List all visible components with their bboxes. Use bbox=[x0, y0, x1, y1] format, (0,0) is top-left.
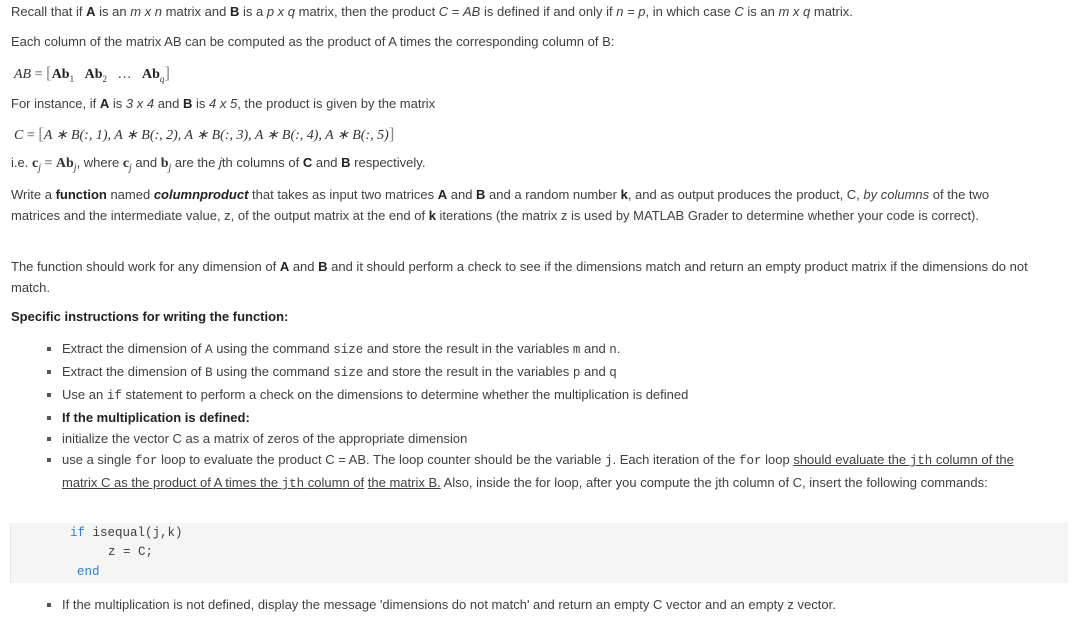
instructions-heading: Specific instructions for writing the function: bbox=[11, 309, 289, 324]
text: and bbox=[312, 155, 342, 170]
list-item bbox=[45, 384, 1030, 407]
code-line-3 bbox=[77, 565, 100, 579]
subscript: j bbox=[38, 162, 41, 174]
text: Use an bbox=[62, 387, 107, 402]
example-line bbox=[11, 96, 435, 112]
text: th columns of bbox=[221, 155, 303, 170]
text: statement to perform a check on the dimensions to determine whether the multiplication is defined bbox=[121, 387, 689, 402]
col-abq: Ab bbox=[142, 67, 160, 82]
code-size: size bbox=[333, 366, 364, 380]
subscript: 2 bbox=[102, 73, 107, 84]
list-item bbox=[45, 449, 1030, 495]
code-line-2: z = C; bbox=[108, 545, 154, 559]
col-c: c bbox=[122, 156, 130, 171]
col-ab2: Ab bbox=[84, 67, 103, 82]
col-ab1: Ab bbox=[51, 67, 70, 82]
text: , the product is given by the matrix bbox=[237, 96, 436, 111]
text: use a single bbox=[62, 452, 135, 467]
text: initialize the vector C as a matrix of zeros of the appropriate dimension bbox=[62, 431, 468, 446]
list-item bbox=[45, 338, 1030, 361]
text: and bbox=[131, 155, 161, 170]
function-name: columnproduct bbox=[153, 187, 249, 202]
matrix-a: A bbox=[99, 96, 110, 111]
text: loop to evaluate the product C = AB. The loop counter should be the variable bbox=[157, 452, 605, 467]
code-q: q bbox=[609, 366, 617, 380]
text: If the multiplication is not defined, display the message 'dimensions do not match' and return an empty C vector and an empty z vector. bbox=[62, 597, 836, 612]
matrix-b: B bbox=[476, 187, 486, 202]
underlined-code: jth bbox=[909, 454, 933, 468]
text: Also, inside the for loop, after you compute the jth column of C, insert the following commands: bbox=[440, 475, 988, 490]
code-keyword-end: end bbox=[77, 565, 100, 579]
bracket-left: [ bbox=[46, 63, 52, 82]
subscript: 1 bbox=[69, 73, 75, 84]
check-paragraph bbox=[11, 256, 1031, 298]
defined-heading: If the multiplication is defined: bbox=[62, 410, 250, 425]
code-for: for bbox=[135, 454, 158, 468]
text: matrix, then the product bbox=[295, 4, 439, 19]
text: and bbox=[154, 96, 183, 111]
text: For instance, if bbox=[11, 96, 100, 111]
text: respectively. bbox=[350, 155, 426, 170]
text: is an bbox=[95, 4, 131, 19]
text: and bbox=[289, 259, 319, 274]
matrix-b: B bbox=[229, 4, 240, 19]
eq-sign: = bbox=[23, 128, 39, 143]
text: = bbox=[448, 4, 464, 19]
ie-line bbox=[11, 155, 425, 177]
dim-pxq: p x q bbox=[266, 4, 295, 19]
list-item bbox=[45, 407, 1030, 428]
underlined-code: jth bbox=[281, 477, 305, 491]
text: that takes as input two matrices bbox=[248, 187, 438, 202]
by-columns: by columns bbox=[863, 187, 930, 202]
code-a: A bbox=[205, 343, 213, 357]
bracket-left: [ bbox=[38, 124, 44, 143]
code-m: m bbox=[572, 343, 581, 357]
text: and bbox=[580, 364, 610, 379]
text: is bbox=[109, 96, 126, 111]
text: Recall that if bbox=[11, 4, 87, 19]
col-ab: Ab bbox=[55, 156, 74, 171]
text: and a random number bbox=[485, 187, 621, 202]
text: . bbox=[616, 341, 621, 356]
code-j: j bbox=[605, 454, 613, 468]
matrix-c: C bbox=[302, 155, 313, 170]
text: of the two matrices and the intermediate value, z, of the output matrix at the end of bbox=[11, 187, 990, 223]
text: The function should work for any dimension of bbox=[11, 259, 280, 274]
text: , where bbox=[76, 155, 123, 170]
dim-mxq: m x q bbox=[778, 4, 811, 19]
text: and store the result in the variables bbox=[363, 364, 573, 379]
var-k: k bbox=[428, 208, 436, 223]
var-j: j bbox=[219, 155, 222, 170]
equation-c-example bbox=[14, 124, 394, 146]
eq-sign: = bbox=[31, 67, 47, 82]
underlined-text: the matrix B. bbox=[367, 475, 441, 490]
list-item bbox=[45, 361, 1030, 384]
var-k: k bbox=[620, 187, 628, 202]
matrix-b: B bbox=[341, 155, 351, 170]
col-b: b bbox=[160, 156, 169, 171]
var-ab: AB bbox=[463, 4, 481, 19]
code-keyword-if: if bbox=[70, 526, 86, 540]
text: and it should perform a check to see if the dimensions match and return an empty product matrix if the dimensions do not match. bbox=[11, 259, 1028, 295]
text: using the command bbox=[212, 364, 334, 379]
underlined-text: column of bbox=[304, 475, 365, 490]
text: i.e. bbox=[11, 155, 32, 170]
matrix-b: B bbox=[318, 259, 328, 274]
dim-mxn: m x n bbox=[130, 4, 163, 19]
subscript: q bbox=[159, 73, 165, 84]
column-note: Each column of the matrix AB can be computed as the product of A times the corresponding column of B: bbox=[11, 34, 615, 49]
dim-b: 4 x 5 bbox=[209, 96, 238, 111]
text: iterations (the matrix z is used by MATLAB Grader to determine whether your code is correct). bbox=[435, 208, 980, 223]
text: using the command bbox=[212, 341, 334, 356]
code-if: if bbox=[106, 389, 122, 403]
eq-lhs: C bbox=[14, 128, 24, 143]
matrix-a: A bbox=[437, 187, 448, 202]
text: is an bbox=[743, 4, 779, 19]
instruction-list bbox=[45, 338, 1030, 495]
text: matrix and bbox=[162, 4, 230, 19]
code-p: p bbox=[572, 366, 581, 380]
text: named bbox=[106, 187, 154, 202]
text: , in which case bbox=[645, 4, 735, 19]
subscript: j bbox=[129, 162, 132, 174]
subscript: j bbox=[168, 162, 172, 174]
matrix-a: A bbox=[86, 4, 96, 19]
ellipsis: … bbox=[117, 67, 132, 82]
text: is bbox=[192, 96, 210, 111]
text: Extract the dimension of bbox=[62, 364, 206, 379]
text: is a bbox=[239, 4, 267, 19]
code-for: for bbox=[738, 454, 762, 468]
text: loop bbox=[761, 452, 794, 467]
subscript: j bbox=[73, 162, 77, 174]
code-block bbox=[10, 523, 1068, 583]
text: Extract the dimension of bbox=[62, 341, 206, 356]
text: Write a bbox=[11, 187, 56, 202]
text: . Each iteration of the bbox=[612, 452, 739, 467]
text: , and as output produces the product, C, bbox=[627, 187, 864, 202]
cond-n-p: n = p bbox=[616, 4, 646, 19]
code-b: B bbox=[205, 366, 213, 380]
list-item bbox=[45, 428, 1030, 449]
text: and bbox=[447, 187, 477, 202]
keyword-function: function bbox=[55, 187, 107, 202]
underlined-text: column of the matrix C as the product of A times the bbox=[62, 452, 1014, 490]
intro-line bbox=[11, 4, 853, 20]
text: are the bbox=[171, 155, 220, 170]
equation-ab-columns bbox=[14, 63, 170, 89]
eq-body: A ∗ B(:, 1), A ∗ B(:, 2), A ∗ B(:, 3), A ∗ B(:, 4), A ∗ B(:, 5) bbox=[43, 128, 389, 143]
dim-a: 3 x 4 bbox=[125, 96, 155, 111]
bracket-right: ] bbox=[388, 124, 395, 143]
text: and store the result in the variables bbox=[363, 341, 573, 356]
code-line-1 bbox=[70, 526, 183, 540]
task-paragraph bbox=[11, 184, 1031, 226]
var-c: C bbox=[438, 4, 449, 19]
var-c: C bbox=[734, 4, 744, 19]
code-size: size bbox=[333, 343, 364, 357]
eq-lhs: AB bbox=[14, 67, 32, 82]
matrix-b: B bbox=[183, 96, 193, 111]
bracket-right: ] bbox=[164, 63, 171, 82]
last-list-item bbox=[45, 596, 836, 614]
code-condition: isequal(j,k) bbox=[85, 526, 183, 540]
eq-sign: = bbox=[40, 156, 56, 171]
col-c: c bbox=[31, 156, 39, 171]
code-n: n bbox=[609, 343, 617, 357]
underlined-text: should evaluate the bbox=[793, 452, 910, 467]
text: is defined if and only if bbox=[480, 4, 617, 19]
matrix-a: A bbox=[279, 259, 290, 274]
text: matrix. bbox=[810, 4, 853, 19]
text: and bbox=[580, 341, 610, 356]
